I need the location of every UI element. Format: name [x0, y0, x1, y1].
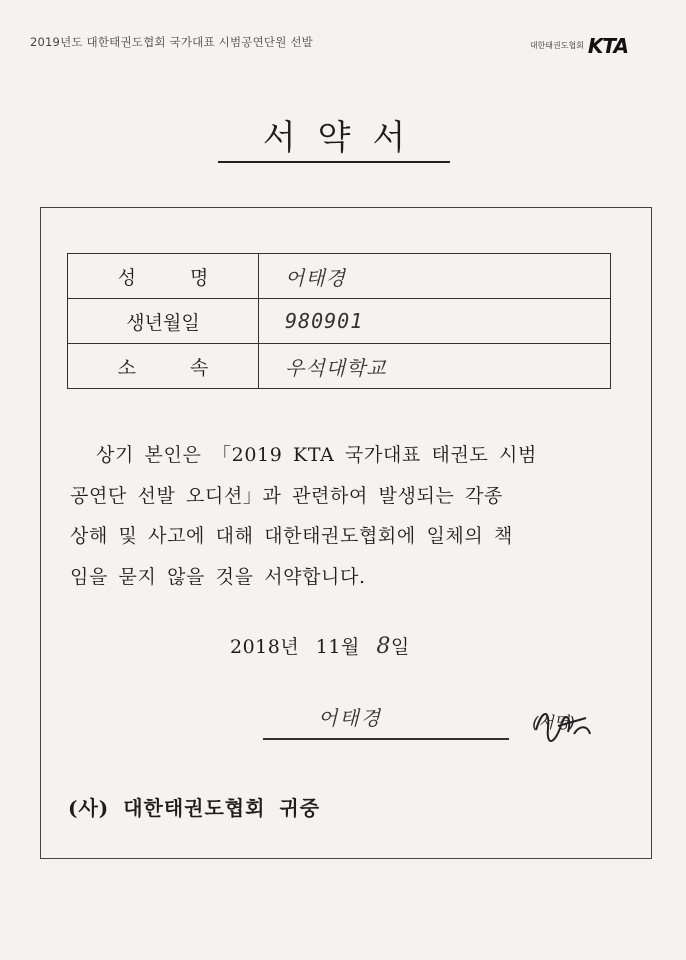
date-year: 2018년 — [230, 636, 300, 658]
page-header: 2019년도 대한태권도협회 국가대표 시범공연단원 선발 — [30, 35, 313, 49]
date-day-value: 8 — [376, 634, 391, 659]
pledge-body — [70, 435, 630, 597]
info-table — [67, 253, 611, 389]
body-line: 상기 본인은 「2019 KTA 국가대표 태권도 시범 — [96, 444, 537, 466]
table-row — [68, 254, 611, 299]
birthdate-label: 생년월일 — [68, 299, 259, 344]
table-row — [68, 344, 611, 389]
signature-line — [263, 738, 509, 740]
document-title: 서약서 — [262, 118, 428, 158]
name-label: 성 명 — [68, 254, 259, 299]
body-line: 상해 및 사고에 대해 대한태권도협회에 일체의 책 — [70, 525, 513, 547]
name-value: 어태경 — [259, 254, 611, 299]
table-row — [68, 299, 611, 344]
date-day-unit: 일 — [390, 636, 410, 658]
body-line: 임을 묻지 않을 것을 서약합니다. — [70, 565, 366, 588]
affiliation-value: 우석대학교 — [259, 344, 611, 389]
title-underline — [218, 161, 450, 163]
logo-org-name: 대한태권도협회 — [529, 41, 584, 50]
birthdate-value: 980901 — [259, 299, 611, 344]
date-month: 11월 — [315, 636, 360, 658]
seal-label: (서명) — [532, 713, 576, 732]
date — [230, 632, 410, 659]
affiliation-label: 소 속 — [68, 344, 259, 389]
footer-recipient: (사) 대한태권도협회 귀중 — [68, 796, 321, 820]
signature-name: 어태경 — [318, 706, 382, 730]
body-line: 공연단 선발 오디션」과 관련하여 발생되는 각종 — [70, 484, 503, 507]
logo-mark: KTA — [587, 34, 628, 58]
kta-logo — [530, 34, 628, 58]
